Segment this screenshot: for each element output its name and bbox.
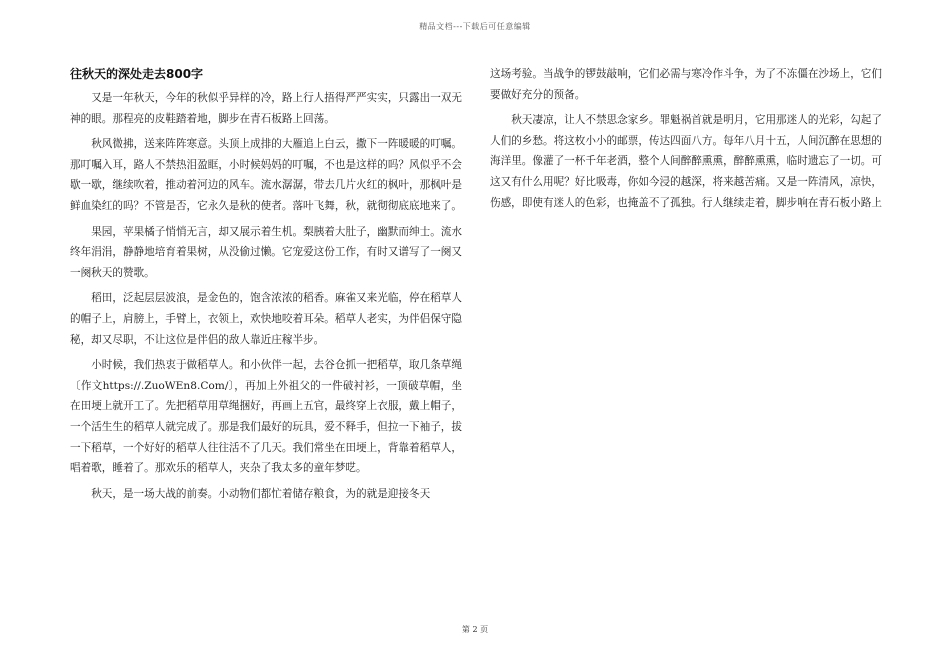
paragraph: 秋风微拂，送来阵阵寒意。头顶上成排的大雁追上白云，撒下一阵暖暖的叮嘱。那叮嘱入耳，路人不禁热泪盈眶，小时候妈妈的叮嘱，不也是这样的吗？风似乎不会歇一歇，继续吹着，推动着河边的风车。流水潺潺，带去几片火红的枫叶，那枫叶是鲜血染红的吗？不管是否，它永久是秋的使者。落叶飞舞，秋，就彻彻底底地来了。 bbox=[70, 138, 462, 212]
paragraph: 秋天，是一场大战的前奏。小动物们都忙着储存粮食，为的就是迎接冬天 bbox=[91, 487, 431, 500]
paragraph-continued: 这场考验。当战争的锣鼓敲响，它们必需与寒冷作斗争，为了不冻僵在沙场上，它们要做好充分的预备。 bbox=[490, 68, 882, 101]
paragraph: 稻田，泛起层层波浪，是金色的，饱含浓浓的稻香。麻雀又来光临，停在稻草人的帽子上，肩膀上，手臂上，衣领上，欢快地咬着耳朵。稻草人老实，为伴侣保守隐秘，却又尽职，不让这位是伴侣的敌人靠近庄稼半步。 bbox=[70, 292, 462, 346]
paragraph: 小时候，我们热衷于做稻草人。和小伙伴一起，去谷仓抓一把稻草，取几条草绳〔作文https://.ZuoWEn8.Com/〕，再加上外祖父的一件破衬衫，一顶破草帽，坐在田埂上就开工了。先把稻草用草绳捆好，再画上五官，最终穿上衣服，戴上帽子，一个活生生的稻草人就完成了。那是我们最好的玩具，爱不释手，但拉一下袖子，拔一下稻草，一个好好的稻草人往往活不了几天。我们常坐在田埂上，背靠着稻草人，唱着歌，睡着了。那欢乐的稻草人，夹杂了我太多的童年梦呓。 bbox=[70, 359, 462, 475]
paragraph: 又是一年秋天，今年的秋似乎异样的冷，路上行人捂得严严实实，只露出一双无神的眼。那程亮的皮鞋踏着地，脚步在青石板路上回荡。 bbox=[70, 92, 462, 125]
paragraph: 秋天凄凉，让人不禁思念家乡。罪魁祸首就是明月，它用那迷人的光彩，勾起了人们的乡愁。将这枚小小的邮票，传达四面八方。每年八月十五，人间沉醉在思想的海洋里。像灌了一杯千年老酒，整个人间醉醉熏熏，醉醉熏熏，临时遗忘了一切。可这又有什么用呢？好比吸毒，你如今浸的越深，将来越苦痛。又是一阵清风，凉快，伤感，即使有迷人的色彩，也掩盖不了孤独。行人继续走着，脚步响在青石板小路上 bbox=[490, 114, 882, 209]
right-column bbox=[490, 64, 882, 218]
document-title: 往秋天的深处走去800字 bbox=[70, 67, 204, 81]
page-number: 第 2 页 bbox=[461, 625, 489, 634]
left-column bbox=[70, 64, 462, 509]
paragraph: 果园，苹果橘子悄悄无言，却又展示着生机。梨胰着大肚子，幽默而绅士。流水终年涓涓，静静地培育着果树，从没偷过懒。它宠爱这份工作，有时又谱写了一阕又一阕秋天的赞歌。 bbox=[70, 225, 462, 279]
page-header: 精品文档---下载后可任意编辑 bbox=[419, 22, 531, 31]
